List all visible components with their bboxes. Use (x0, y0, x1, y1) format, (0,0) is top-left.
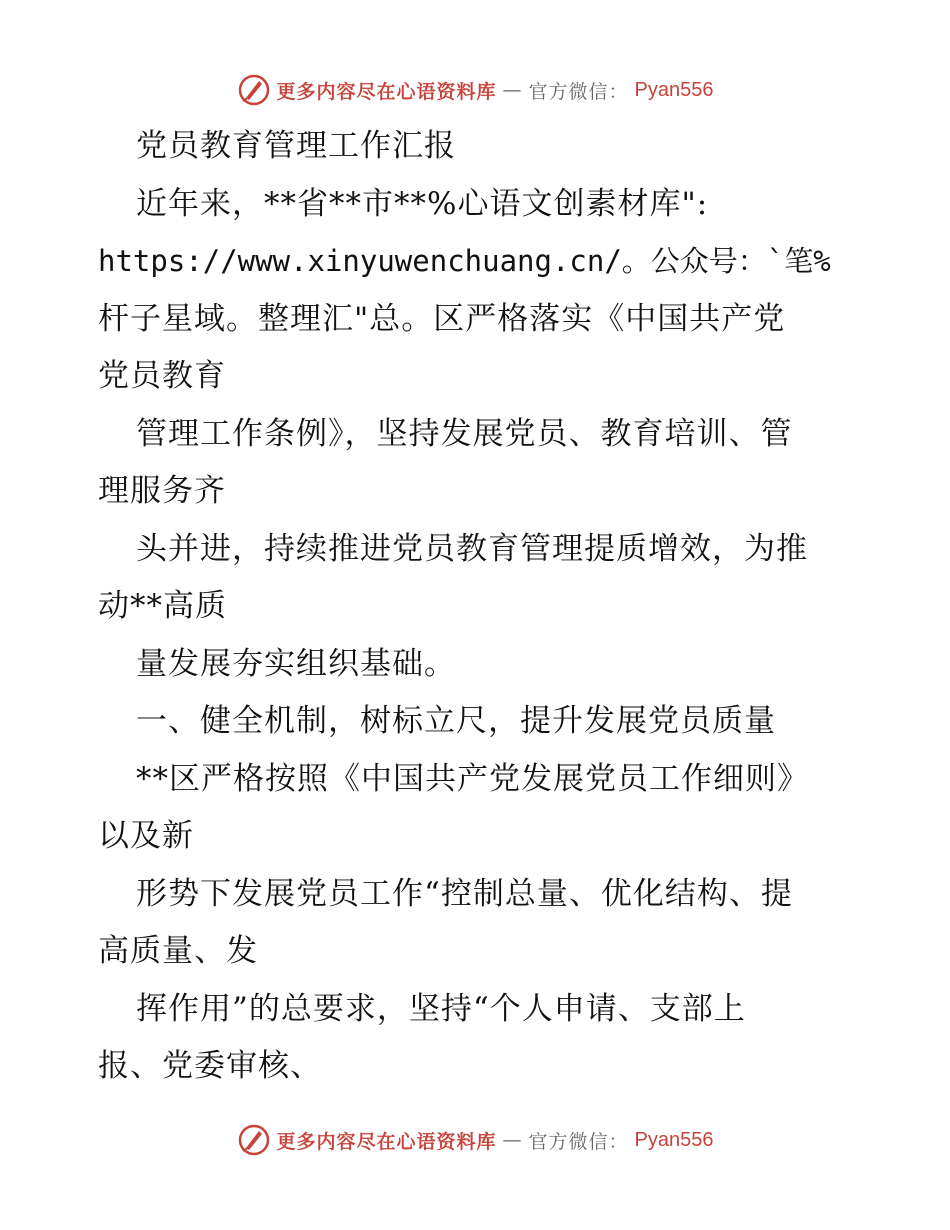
watermark-site-text: 更多内容尽在心语资料库 (276, 1130, 497, 1153)
watermark-wechat-id: Pyan556 (634, 1128, 714, 1151)
watermark-dash: — (502, 79, 523, 101)
text-line: 动**高质 (98, 588, 227, 624)
text-line: 近年来，**省**市**%心语文创素材库": (136, 185, 709, 222)
document-body (98, 118, 858, 1096)
header-watermark (0, 70, 950, 110)
watermark-wechat-label: 官方微信： (528, 1130, 629, 1153)
watermark-wechat-label: 官方微信： (528, 80, 629, 103)
text-line: 管理工作条例》，坚持发展党员、教育培训、管 (136, 415, 793, 452)
text-line: 量发展夯实组织基础。 (136, 645, 456, 682)
text-line: 党员教育 (98, 358, 226, 394)
watermark-site-text: 更多内容尽在心语资料库 (276, 80, 497, 103)
quill-circle-icon (237, 73, 271, 107)
watermark-dash: — (502, 1129, 523, 1151)
section-heading: 一、健全机制，树标立尺，提升发展党员质量 (136, 703, 776, 739)
text-line: 以及新 (98, 818, 194, 854)
text-line-url (98, 233, 858, 291)
text-line: 理服务齐 (98, 473, 226, 509)
text-line: **区严格按照《中国共产党发展党员工作细则》 (136, 760, 809, 797)
document-title: 党员教育管理工作汇报 (136, 128, 456, 164)
watermark-wechat-id: Pyan556 (634, 78, 714, 101)
text-line: 高质量、发 (98, 933, 258, 969)
footer-watermark (0, 1120, 950, 1160)
quill-circle-icon (237, 1123, 271, 1157)
url-text: https://www.xinyuwenchuang.cn/。公众号：`笔% (98, 244, 831, 278)
text-line: 挥作用”的总要求，坚持“个人申请、支部上 (136, 990, 746, 1027)
text-line: 头并进，持续推进党员教育管理提质增效，为推 (136, 530, 808, 567)
text-line: 杆子星域。整理汇"总。区严格落实《中国共产党 (98, 300, 786, 337)
text-line: 报、党委审核、 (98, 1048, 322, 1084)
text-line: 形势下发展党员工作“控制总量、优化结构、提 (136, 875, 793, 912)
